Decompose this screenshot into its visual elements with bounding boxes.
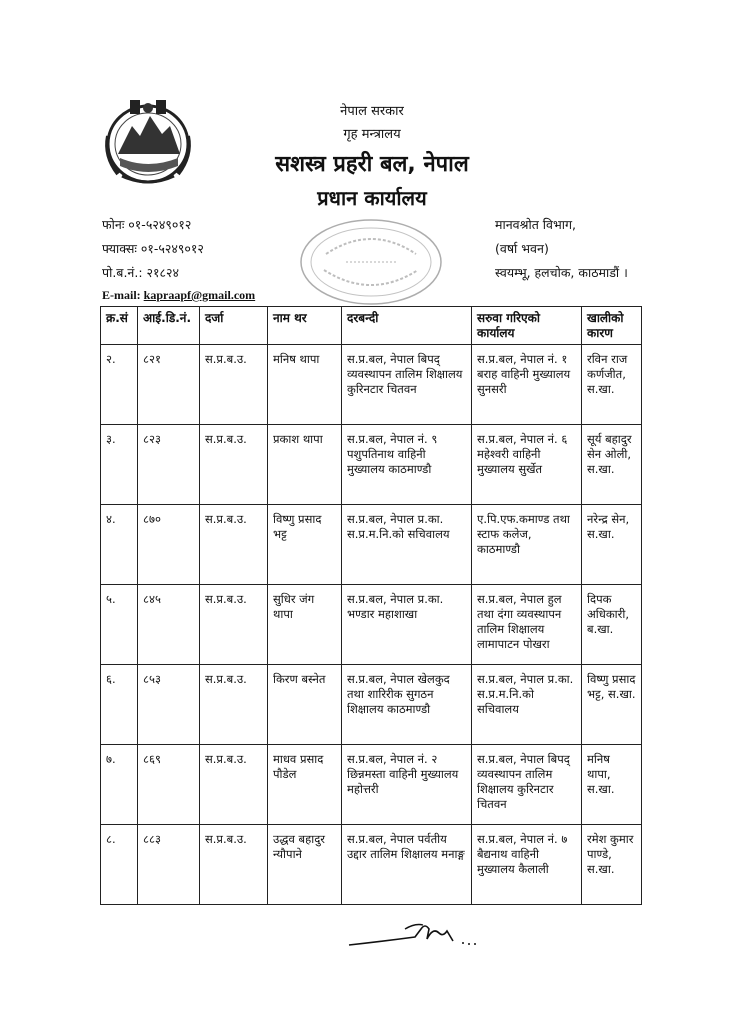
col-name: नाम थर xyxy=(268,307,342,345)
table-row xyxy=(101,825,642,905)
cell-serial: ६. xyxy=(101,665,138,745)
cell-post: स.प्र.बल, नेपाल प्र.का. स.प्र.म.नि.को सचिवालय xyxy=(342,505,472,585)
cell-rank: स.प्र.ब.उ. xyxy=(200,825,268,905)
cell-serial: ४. xyxy=(101,505,138,585)
table-row xyxy=(101,745,642,825)
po-box: पो.ब.नं.: २१८२४ xyxy=(102,265,180,280)
col-vacancy-reason: खालीको कारण xyxy=(582,307,642,345)
cell-rank: स.प्र.ब.उ. xyxy=(200,505,268,585)
fax-number: फ्याक्सः ०१-५२४९०१२ xyxy=(102,241,204,256)
cell-vacancy-reason: दिपक अधिकारी, ब.खा. xyxy=(582,585,642,665)
cell-id: ८२३ xyxy=(138,425,200,505)
cell-id: ८४५ xyxy=(138,585,200,665)
cell-vacancy-reason: नरेन्द्र सेन, स.खा. xyxy=(582,505,642,585)
col-transfer-office: सरुवा गरिएको कार्यालय xyxy=(472,307,582,345)
cell-rank: स.प्र.ब.उ. xyxy=(200,745,268,825)
cell-name: उद्धव बहादुर न्यौपाने xyxy=(268,825,342,905)
cell-id: ८७० xyxy=(138,505,200,585)
cell-post: स.प्र.बल, नेपाल बिपद् व्यवस्थापन तालिम शिक्षालय कुरिनटार चितवन xyxy=(342,345,472,425)
cell-name: विष्णु प्रसाद भट्ट xyxy=(268,505,342,585)
table-row xyxy=(101,585,642,665)
cell-transfer-office: स.प्र.बल, नेपाल नं. ६ महेश्वरी वाहिनी मुख्यालय सुर्खेत xyxy=(472,425,582,505)
cell-post: स.प्र.बल, नेपाल प्र.का. भण्डार महाशाखा xyxy=(342,585,472,665)
cell-vacancy-reason: रमेश कुमार पाण्डे, स.खा. xyxy=(582,825,642,905)
col-id: आई.डि.नं. xyxy=(138,307,200,345)
cell-rank: स.प्र.ब.उ. xyxy=(200,585,268,665)
cell-transfer-office: स.प्र.बल, नेपाल हुल तथा दंगा व्यवस्थापन तालिम शिक्षालय लामापाटन पोखरा xyxy=(472,585,582,665)
cell-transfer-office: ए.पि.एफ.कमाण्ड तथा स्टाफ कलेज, काठमाण्डौ xyxy=(472,505,582,585)
cell-serial: ५. xyxy=(101,585,138,665)
col-rank: दर्जा xyxy=(200,307,268,345)
cell-vacancy-reason: सूर्य बहादुर सेन ओली, स.खा. xyxy=(582,425,642,505)
cell-name: प्रकाश थापा xyxy=(268,425,342,505)
office-seal-stamp xyxy=(296,214,446,310)
cell-vacancy-reason: रविन राज कर्णजीत, स.खा. xyxy=(582,345,642,425)
cell-name: किरण बस्नेत xyxy=(268,665,342,745)
cell-serial: २. xyxy=(101,345,138,425)
table-row xyxy=(101,345,642,425)
building-name: (वर्षा भवन) xyxy=(495,241,549,256)
handwritten-signature xyxy=(345,915,485,951)
email-link[interactable]: kapraapf@gmail.com xyxy=(143,288,256,302)
cell-vacancy-reason: विष्णु प्रसाद भट्ट, स.खा. xyxy=(582,665,642,745)
table-row xyxy=(101,665,642,745)
cell-rank: स.प्र.ब.उ. xyxy=(200,345,268,425)
cell-vacancy-reason: मनिष थापा, स.खा. xyxy=(582,745,642,825)
cell-id: ८२१ xyxy=(138,345,200,425)
ministry-name: गृह मन्त्रालय xyxy=(343,127,401,142)
cell-post: स.प्र.बल, नेपाल पर्वतीय उद्दार तालिम शिक्षालय मनाङ्ग xyxy=(342,825,472,905)
table-row xyxy=(101,505,642,585)
cell-id: ८५३ xyxy=(138,665,200,745)
cell-transfer-office: स.प्र.बल, नेपाल बिपद् व्यवस्थापन तालिम शिक्षालय कुरिनटार चितवन xyxy=(472,745,582,825)
cell-transfer-office: स.प्र.बल, नेपाल नं. १ बराह वाहिनी मुख्यालय सुनसरी xyxy=(472,345,582,425)
table-row xyxy=(101,425,642,505)
office-name: प्रधान कार्यालय xyxy=(317,186,427,210)
cell-id: ८८३ xyxy=(138,825,200,905)
email-row xyxy=(102,288,255,303)
cell-name: मनिष थापा xyxy=(268,345,342,425)
cell-serial: ७. xyxy=(101,745,138,825)
force-name: सशस्त्र प्रहरी बल, नेपाल xyxy=(275,152,469,177)
transfer-table xyxy=(100,306,642,905)
cell-post: स.प्र.बल, नेपाल नं. ९ पशुपतिनाथ वाहिनी मुख्यालय काठमाण्डौ xyxy=(342,425,472,505)
cell-rank: स.प्र.ब.उ. xyxy=(200,425,268,505)
cell-name: सुधिर जंग थापा xyxy=(268,585,342,665)
phone-number: फोनः ०१-५२४९०१२ xyxy=(102,217,192,232)
cell-transfer-office: स.प्र.बल, नेपाल नं. ७ बैद्यनाथ वाहिनी मुख्यालय कैलाली xyxy=(472,825,582,905)
cell-rank: स.प्र.ब.उ. xyxy=(200,665,268,745)
cell-post: स.प्र.बल, नेपाल खेलकुद तथा शारिरीक सुगठन शिक्षालय काठमाण्डौ xyxy=(342,665,472,745)
office-address: स्वयम्भू, हलचोक, काठमाडौं । xyxy=(495,265,628,280)
cell-serial: ३. xyxy=(101,425,138,505)
email-label: E-mail: xyxy=(102,288,144,302)
cell-post: स.प्र.बल, नेपाल नं. २ छिन्नमस्ता वाहिनी मुख्यालय महोत्तरी xyxy=(342,745,472,825)
cell-name: माधव प्रसाद पौडेल xyxy=(268,745,342,825)
table-header-row xyxy=(101,307,642,345)
department-name: मानवश्रोत विभाग, xyxy=(495,217,577,232)
cell-transfer-office: स.प्र.बल, नेपाल प्र.का. स.प्र.म.नि.को सचिवालय xyxy=(472,665,582,745)
cell-serial: ८. xyxy=(101,825,138,905)
col-post: दरबन्दी xyxy=(342,307,472,345)
col-serial: क्र.सं xyxy=(101,307,138,345)
government-name: नेपाल सरकार xyxy=(340,104,404,119)
cell-id: ८६९ xyxy=(138,745,200,825)
